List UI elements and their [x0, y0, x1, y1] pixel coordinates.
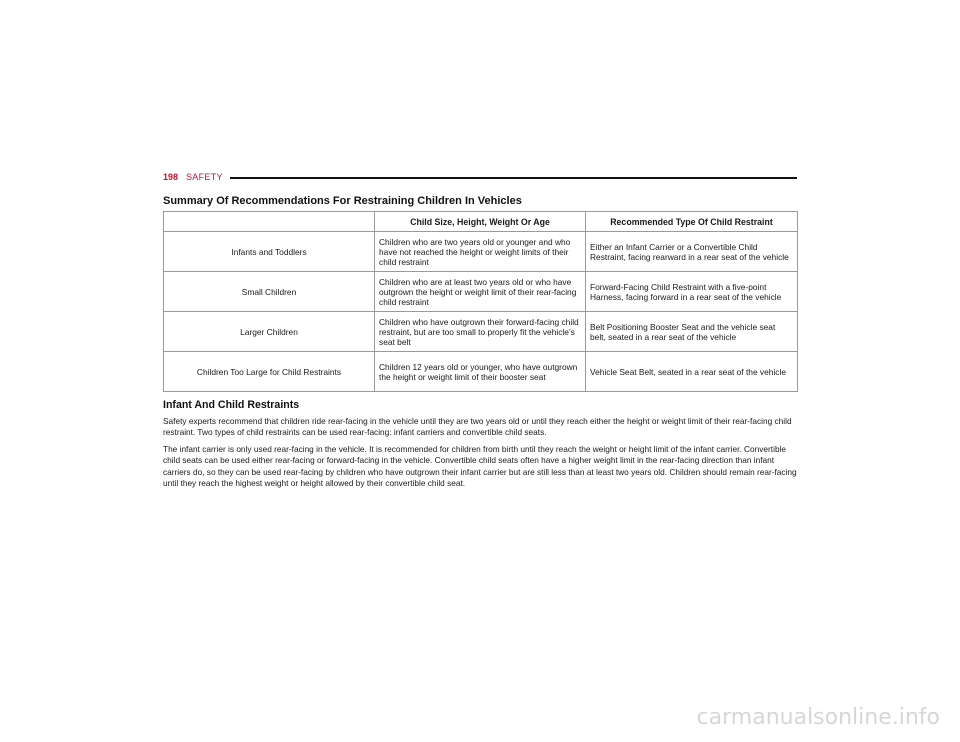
header-rule	[230, 177, 797, 179]
table-row	[164, 312, 798, 352]
table-row	[164, 272, 798, 312]
table-title: Summary Of Recommendations For Restraining Children In Vehicles	[163, 195, 522, 207]
row-category: Small Children	[164, 272, 375, 312]
page-header	[163, 172, 797, 184]
row-size: Children who are two years old or younger and who have not reached the height or weight limits of their child restraint	[375, 232, 586, 272]
column-header	[164, 212, 375, 232]
page-number: 198	[163, 172, 179, 182]
column-header-size: Child Size, Height, Weight Or Age	[375, 212, 586, 232]
row-size: Children who have outgrown their forward-facing child restraint, but are too small to properly fit the vehicle’s seat belt	[375, 312, 586, 352]
row-category: Larger Children	[164, 312, 375, 352]
row-category: Infants and Toddlers	[164, 232, 375, 272]
paragraph: Safety experts recommend that children ride rear-facing in the vehicle until they are two years old or until they reach either the height or weight limit of their rear-facing child restraint. Two types of child restraints can be used rear-facing: infant carriers and convertible child seats.	[163, 416, 792, 438]
table-header-row	[164, 212, 798, 232]
column-header-restraint: Recommended Type Of Child Restraint	[586, 212, 798, 232]
row-restraint: Belt Positioning Booster Seat and the vehicle seat belt, seated in a rear seat of the vehicle	[586, 312, 798, 352]
section-label: SAFETY	[186, 172, 223, 182]
watermark-text: carmanualsonline.info	[696, 705, 940, 730]
table-row	[164, 232, 798, 272]
row-restraint: Vehicle Seat Belt, seated in a rear seat of the vehicle	[586, 352, 798, 392]
row-category: Children Too Large for Child Restraints	[164, 352, 375, 392]
row-restraint: Forward-Facing Child Restraint with a five-point Harness, facing forward in a rear seat of the vehicle	[586, 272, 798, 312]
row-size: Children 12 years old or younger, who have outgrown the height or weight limit of their booster seat	[375, 352, 586, 392]
recommendations-table	[163, 211, 798, 392]
section-title: Infant And Child Restraints	[163, 399, 300, 411]
row-size: Children who are at least two years old or who have outgrown the height or weight limit of their rear-facing child restraint	[375, 272, 586, 312]
table-row	[164, 352, 798, 392]
row-restraint: Either an Infant Carrier or a Convertible Child Restraint, facing rearward in a rear seat of the vehicle	[586, 232, 798, 272]
paragraph: The infant carrier is only used rear-facing in the vehicle. It is recommended for children from birth until they reach the weight or height limit of the infant carrier. Convertible child seats can be used either rear-facing or forward-facing in the vehicle. Convertible child seats often have a higher weight limit in the rear-facing direction than infant carriers do, so they can be used rear-facing by children who have outgrown their infant carrier but are still less than at least two years old. Children should remain rear-facing until they reach the highest weight or height allowed by their convertible child seat.	[163, 444, 797, 488]
